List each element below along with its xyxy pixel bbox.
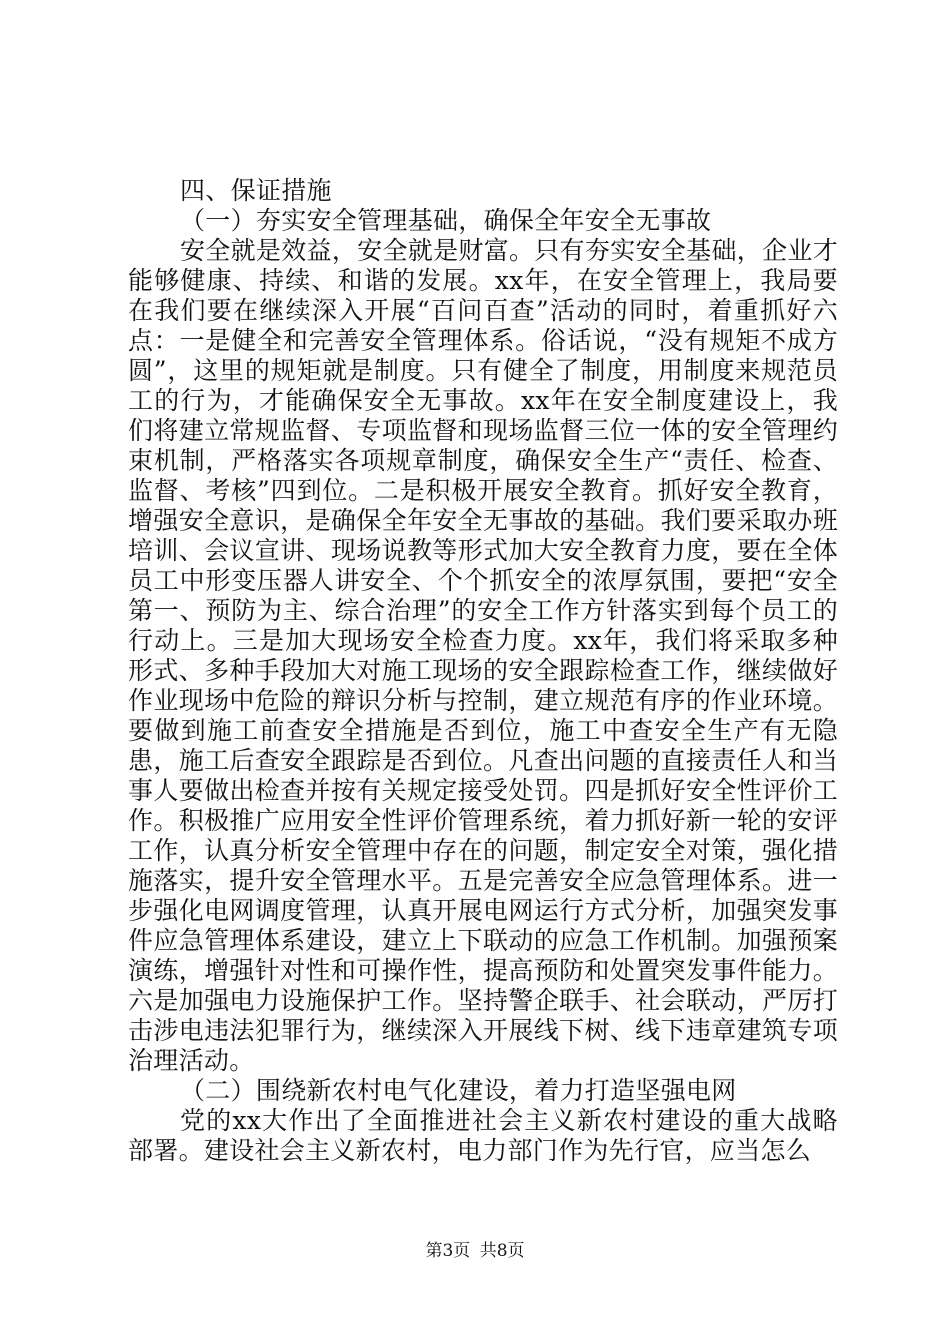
paragraph-2: 党的xx大作出了全面推进社会主义新农村建设的重大战略部署。建设社会主义新农村，电力部门作为先行官，应当怎么: [128, 1106, 838, 1165]
subheading-2: （二）围绕新农村电气化建设，着力打造坚强电网: [180, 1076, 737, 1105]
page-footer: [0, 1236, 950, 1261]
section-heading: 四、保证措施: [180, 176, 332, 205]
subheading-1: （一）夯实安全管理基础，确保全年安全无事故: [180, 206, 712, 235]
document-body: [128, 176, 838, 1166]
page-total: 共8页: [479, 1241, 525, 1261]
paragraph-1: 安全就是效益，安全就是财富。只有夯实安全基础，企业才能够健康、持续、和谐的发展。xx年，在安全管理上，我局要在我们要在继续深入开展“百问百查”活动的同时，着重抓好六点：一是健全和完善安全管理体系。俗话说，“没有规矩不成方圆”，这里的规矩就是制度。只有健全了制度，用制度来规范员工的行为，才能确保安全无事故。xx年在安全制度建设上，我们将建立常规监督、专项监督和现场监督三位一体的安全管理约束机制，严格落实各项规章制度，确保安全生产“责任、检查、监督、考核”四到位。二是积极开展安全教育。抓好安全教育，增强安全意识，是确保全年安全无事故的基础。我们要采取办班培训、会议宣讲、现场说教等形式加大安全教育力度，要在全体员工中形变压器人讲安全、个个抓安全的浓厚氛围，要把“安全第一、预防为主、综合治理”的安全工作方针落实到每个员工的行动上。三是加大现场安全检查力度。xx年，我们将采取多种形式、多种手段加大对施工现场的安全跟踪检查工作，继续做好作业现场中危险的辩识分析与控制，建立规范有序的作业环境。要做到施工前查安全措施是否到位，施工中查安全生产有无隐患，施工后查安全跟踪是否到位。凡查出问题的直接责任人和当事人要做出检查并按有关规定接受处罚。四是抓好安全性评价工作。积极推广应用安全性评价管理系统，着力抓好新一轮的安评工作，认真分析安全管理中存在的问题，制定安全对策，强化措施落实，提升安全管理水平。五是完善安全应急管理体系。进一步强化电网调度管理，认真开展电网运行方式分析，加强突发事件应急管理体系建设，建立上下联动的应急工作机制。加强预案演练，增强针对性和可操作性，提高预防和处置突发事件能力。六是加强电力设施保护工作。坚持警企联手、社会联动，严厉打击涉电违法犯罪行为，继续深入开展线下树、线下违章建筑专项治理活动。: [128, 236, 838, 1075]
page-number: 第3页: [425, 1241, 471, 1261]
